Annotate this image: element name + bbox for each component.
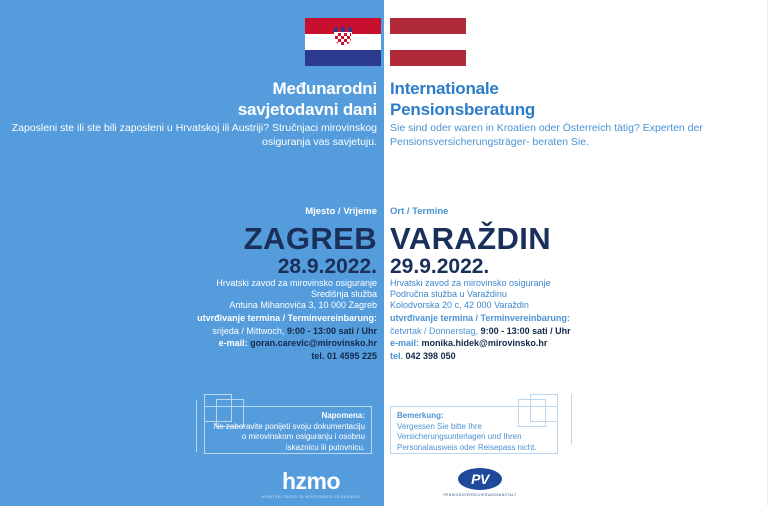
right-appointment-block [390, 312, 760, 362]
right-appointment-hours [390, 325, 760, 338]
decorative-line-right [571, 394, 572, 444]
left-appointment-time: 9:00 - 13:00 sati / Uhr [286, 325, 377, 336]
right-appointment-day: četvrtak / Donnerstag, [390, 325, 479, 336]
right-headline-line1: Internationale [390, 79, 499, 98]
hzmo-caption: HRVATSKI ZAVOD ZA MIROVINSKO OSIGURANJE [261, 495, 361, 499]
coat-checkerboard [334, 32, 352, 46]
left-intro-text: Zaposleni ste ili ste bili zaposleni u Hrvatskoj ili Austriji? Stručnjaci mirovinskog osiguranja vas savjetuju. [11, 122, 377, 148]
right-event-date: 29.9.2022. [390, 255, 490, 278]
left-street-address: Antuna Mihanovića 3, 10 000 Zagreb [229, 300, 377, 310]
right-street-address: Kolodvorska 20 c, 42 000 Varaždin [390, 300, 529, 310]
right-email-label: e-mail: [390, 338, 420, 348]
pv-caption: PENSIONSVERSICHERUNGSANSTALT [443, 493, 517, 497]
left-headline-line1: Međunarodni [272, 79, 377, 98]
left-headline-line2: savjetodavni dani [237, 100, 377, 119]
flag-band-red-bottom [390, 50, 466, 66]
left-org-name: Hrvatski zavod za mirovinsko osiguranje [216, 278, 377, 288]
right-place-time-label: Ort / Termine [390, 206, 449, 217]
right-appointment-label: utvrđivanje termina / Terminvereinbarung: [390, 313, 570, 323]
left-event-date: 28.9.2022. [277, 255, 377, 278]
right-note-text: Vergessen Sie bitte Ihre Versicherungsunterlagen und Ihren Personalausweis oder Reisepass nicht. [397, 421, 537, 452]
right-tel-row [390, 350, 760, 363]
right-unit-name: Područna služba u Varaždinu [390, 289, 507, 299]
left-note-title: Napomena: [321, 411, 365, 420]
right-tel-number[interactable]: 042 398 050 [405, 350, 456, 361]
right-appointment-time: 9:00 - 13:00 sati / Uhr [480, 325, 571, 336]
left-note-box [204, 406, 372, 454]
austria-flag-icon [390, 18, 466, 66]
left-place-time-label: Mjesto / Vrijeme [305, 206, 377, 217]
right-note-title: Bemerkung: [397, 411, 444, 420]
hzmo-logo [250, 470, 372, 499]
hzmo-wordmark: hzmo [281, 468, 341, 494]
flag-band-red-top [390, 18, 466, 34]
left-appointment-hours [0, 325, 377, 338]
left-headline [0, 78, 377, 120]
left-appointment-day: srijeda / Mittwoch, [212, 325, 285, 336]
left-appointment-label: utvrđivanje termina / Terminvereinbarung: [197, 313, 377, 323]
left-note-text: Ne zaboravite ponijeti svoju dokumentaciju o mirovinskom osiguranju i osobnu iskaznicu ili putovnicu. [213, 421, 365, 452]
flag-band-blue [305, 50, 381, 66]
left-city-name: ZAGREB [243, 221, 377, 256]
pv-badge-icon: PV [458, 468, 502, 490]
croatia-flag-icon [305, 18, 381, 66]
decorative-line-left [196, 400, 197, 452]
left-email-row [0, 337, 377, 350]
left-tel-row [0, 350, 377, 363]
right-email-address[interactable]: monika.hidek@mirovinsko.hr [421, 338, 548, 348]
left-tel-label: tel. [311, 350, 325, 361]
right-note-box [390, 406, 558, 454]
left-address-block [0, 278, 377, 311]
right-address-block [390, 278, 760, 311]
right-city-name: VARAŽDIN [390, 221, 552, 256]
left-appointment-block [0, 312, 377, 362]
right-email-row [390, 337, 760, 350]
left-email-address[interactable]: goran.carevic@mirovinsko.hr [250, 338, 377, 348]
right-org-name: Hrvatski zavod za mirovinsko osiguranje [390, 278, 551, 288]
left-tel-number[interactable]: 01 4595 225 [326, 350, 377, 361]
left-email-label: e-mail: [218, 338, 248, 348]
pv-logo [420, 468, 540, 497]
right-headline-line2: Pensionsberatung [390, 100, 536, 119]
croatia-coat-of-arms-icon [334, 27, 352, 51]
right-intro-text: Sie sind oder waren in Kroatien oder Österreich tätig? Experten der Pensionsversicherungsträger- beraten Sie. [390, 122, 703, 148]
right-headline [390, 78, 760, 120]
left-unit-name: Središnja služba [310, 289, 377, 299]
right-tel-label: tel. [390, 350, 404, 361]
